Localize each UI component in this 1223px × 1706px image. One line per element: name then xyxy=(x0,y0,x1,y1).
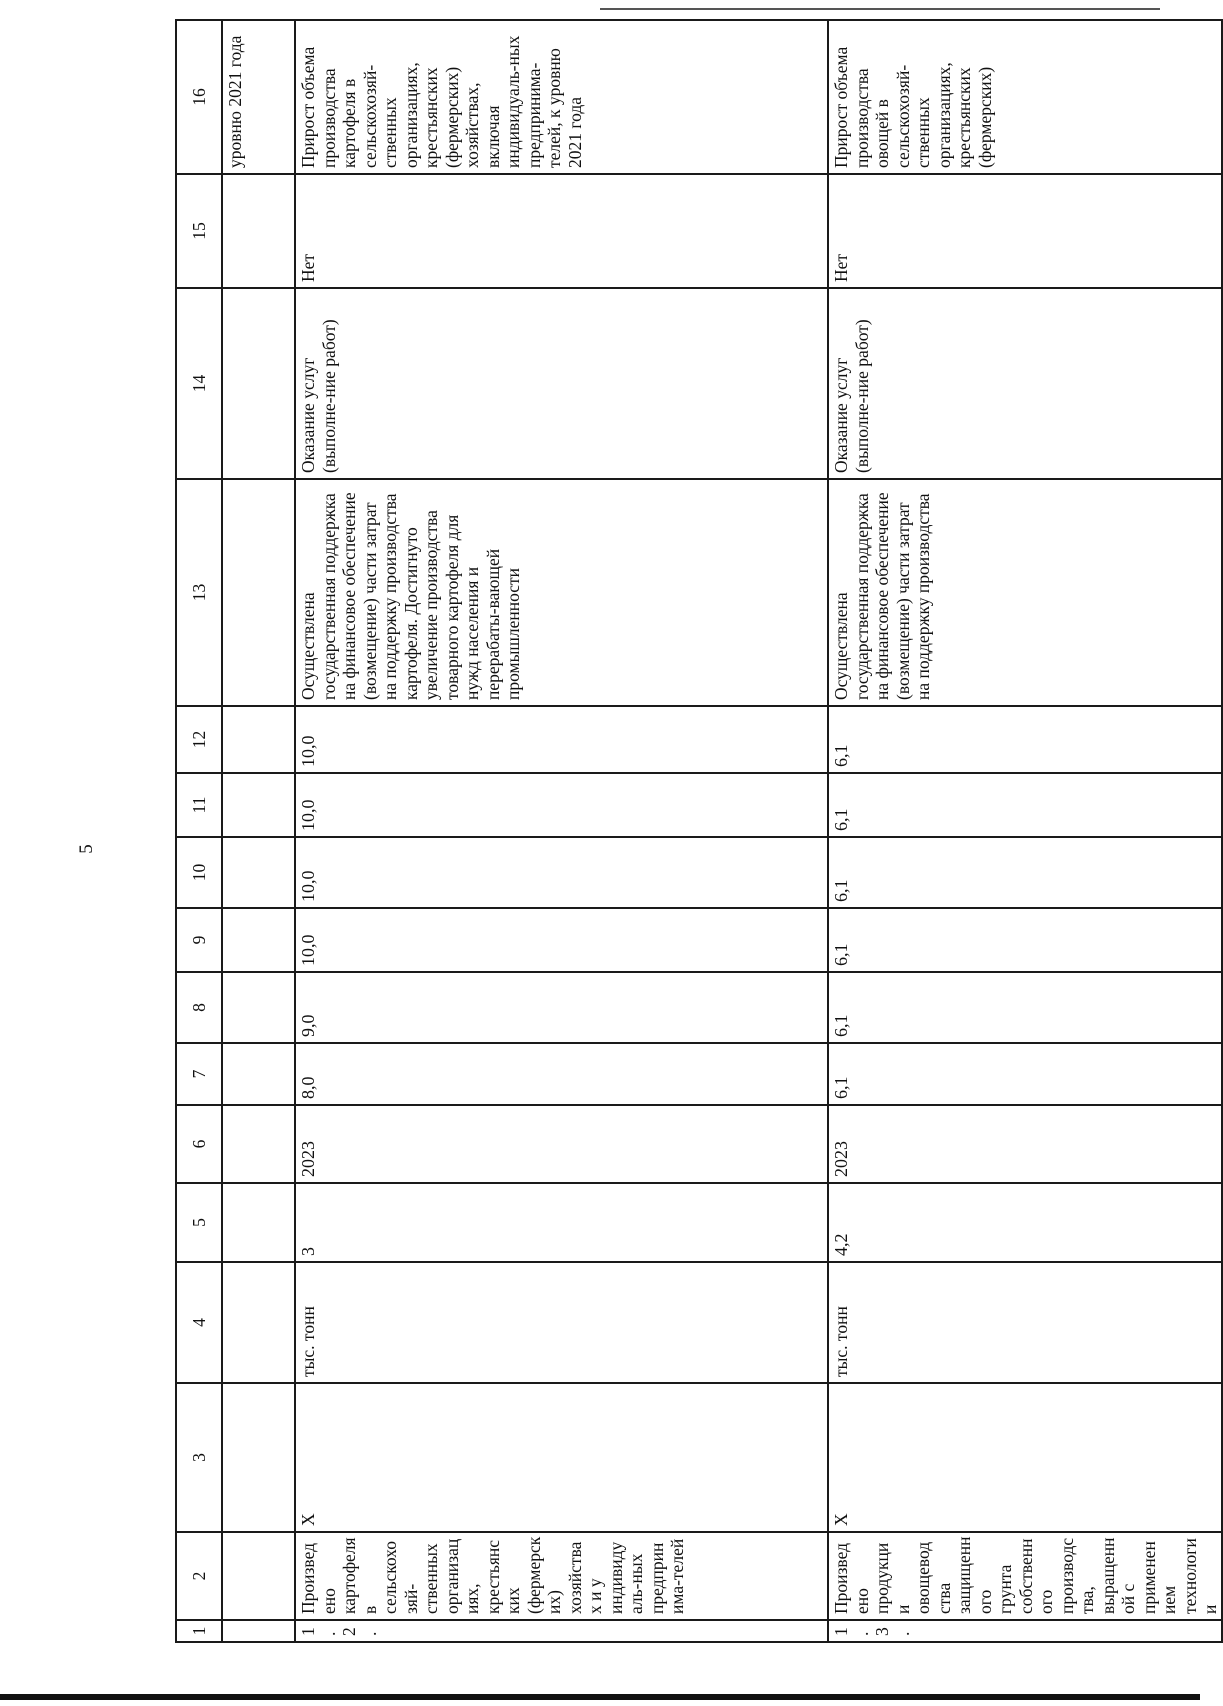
table-cell xyxy=(222,1105,295,1183)
header-cell: 3 xyxy=(176,1383,222,1532)
header-cell: 7 xyxy=(176,1043,222,1105)
unit-cell: тыс. тонн xyxy=(295,1262,828,1383)
table-cell xyxy=(222,908,295,972)
header-cell: 4 xyxy=(176,1262,222,1383)
continuation-row xyxy=(222,20,295,1642)
value-cell: 10,0 xyxy=(295,908,828,972)
description-cell: Осуществлена государственная поддержка на финансовое обеспечение (возмещение) части затрат на поддержку производства xyxy=(828,479,1222,706)
value-cell: 6,1 xyxy=(828,908,1222,972)
value-cell: 10,0 xyxy=(295,773,828,837)
header-cell: 16 xyxy=(176,20,222,174)
header-cell: 8 xyxy=(176,972,222,1043)
header-cell: 6 xyxy=(176,1105,222,1183)
table-cell: уровню 2021 года xyxy=(222,20,295,174)
table-cell xyxy=(222,972,295,1043)
type-cell: Оказание услуг (выполне-ние работ) xyxy=(828,288,1222,479)
top-rule xyxy=(600,8,1160,10)
header-cell: 9 xyxy=(176,908,222,972)
header-cell: 5 xyxy=(176,1183,222,1262)
header-cell: 14 xyxy=(176,288,222,479)
value-cell: 8,0 xyxy=(295,1043,828,1105)
table-cell xyxy=(222,288,295,479)
flag-cell: Нет xyxy=(828,174,1222,288)
value-cell: 10,0 xyxy=(295,706,828,773)
base-year: 2023 xyxy=(828,1105,1222,1183)
base-value: 4,2 xyxy=(828,1183,1222,1262)
table-cell xyxy=(222,837,295,908)
header-cell: 2 xyxy=(176,1532,222,1620)
header-cell: 13 xyxy=(176,479,222,706)
value-cell: 6,1 xyxy=(828,773,1222,837)
result-cell: Прирост объема производства картофеля в сельскохозяй-ственных организациях, крестьянских (фермерских) хозяйствах, включая индивидуаль-ных предпринима-телей, к уровню 2021 года xyxy=(295,20,828,174)
value-cell: 6,1 xyxy=(828,837,1222,908)
header-cell: 15 xyxy=(176,174,222,288)
table-cell xyxy=(222,1383,295,1532)
table-cell: Х xyxy=(295,1383,828,1532)
table-row xyxy=(295,20,828,1642)
bottom-rule xyxy=(0,1694,1200,1700)
table-cell xyxy=(222,174,295,288)
value-cell: 9,0 xyxy=(295,972,828,1043)
value-cell: 6,1 xyxy=(828,1043,1222,1105)
table-cell xyxy=(222,1262,295,1383)
header-cell: 10 xyxy=(176,837,222,908)
unit-cell: тыс. тонн xyxy=(828,1262,1222,1383)
result-cell: Прирост объема производства овощей в сельскохозяй-ственных организациях, крестьянских (фермерских) xyxy=(828,20,1222,174)
table-row xyxy=(828,20,1222,1642)
indicator-name: Произведено картофеля в сельскохозяй-ственных организациях, крестьянских (фермерских) хозяйствах и у индивидуаль-ных предпринима-телей xyxy=(295,1532,828,1620)
page-number: 5 xyxy=(75,844,97,854)
header-cell: 11 xyxy=(176,773,222,837)
base-year: 2023 xyxy=(295,1105,828,1183)
description-cell: Осуществлена государственная поддержка на финансовое обеспечение (возмещение) части затрат на поддержку производства картофеля. Достигнуто увеличение производства товарного картофеля для нужд населения и перерабаты-вающей промышленности xyxy=(295,479,828,706)
table-cell xyxy=(222,479,295,706)
type-cell: Оказание услуг (выполне-ние работ) xyxy=(295,288,828,479)
row-number: 1.2. xyxy=(295,1620,828,1642)
table-cell xyxy=(222,773,295,837)
value-cell: 6,1 xyxy=(828,972,1222,1043)
table-cell xyxy=(222,1620,295,1642)
flag-cell: Нет xyxy=(295,174,828,288)
header-cell: 1 xyxy=(176,1620,222,1642)
table-cell xyxy=(222,1183,295,1262)
table-cell xyxy=(222,1532,295,1620)
value-cell: 10,0 xyxy=(295,837,828,908)
indicators-table xyxy=(175,19,1223,1643)
table-cell: Х xyxy=(828,1383,1222,1532)
table-cell xyxy=(222,1043,295,1105)
indicator-name: Произведено продукции овощеводства защищенного грунта собственного производства, выращенной с применением технологии xyxy=(828,1532,1222,1620)
table-cell xyxy=(222,706,295,773)
base-value: 3 xyxy=(295,1183,828,1262)
row-number: 1.3. xyxy=(828,1620,1222,1642)
value-cell: 6,1 xyxy=(828,706,1222,773)
rotated-table-wrapper xyxy=(175,21,1220,1643)
header-cell: 12 xyxy=(176,706,222,773)
header-row xyxy=(176,20,222,1642)
